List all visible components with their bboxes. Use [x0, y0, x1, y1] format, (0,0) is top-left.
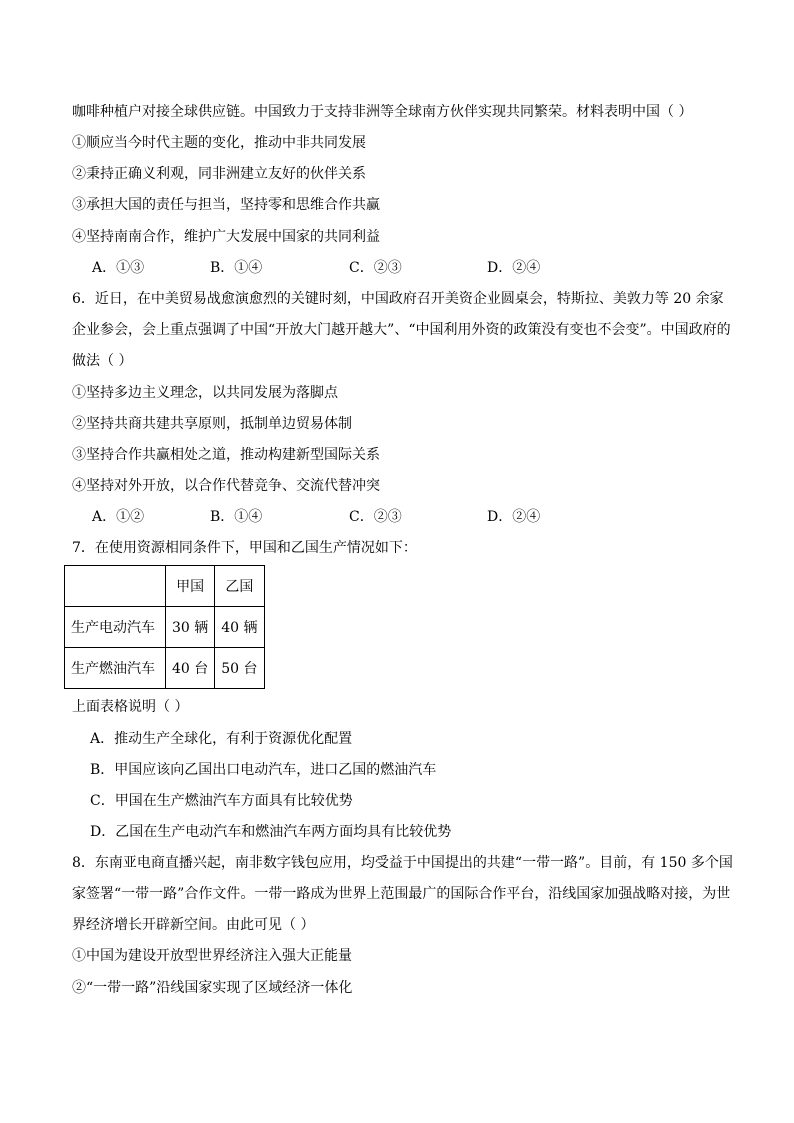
- q6-item-1: ①坚持多边主义理念，以共同发展为落脚点: [72, 385, 338, 401]
- q5-option-d: D．②④: [487, 260, 541, 276]
- q7-option-b: B．甲国应该向乙国出口电动汽车，进口乙国的燃油汽车: [90, 762, 437, 778]
- q6-option-a: A．①②: [92, 509, 145, 525]
- q6-stem-line-3: 做法（ ）: [72, 353, 133, 369]
- table-cell: 50 台: [215, 648, 264, 689]
- table-row: [65, 607, 265, 648]
- table-cell-row-label: 生产燃油汽车: [65, 648, 166, 689]
- q6-option-d: D．②④: [487, 509, 541, 525]
- q6-option-b: B．①④: [210, 509, 263, 525]
- q8-stem-line-2: 家签署“一带一路”合作文件。一带一路成为世界上范围最广的国际合作平台，沿线国家加强战略对接，为世: [72, 886, 731, 902]
- q6-item-3: ③坚持合作共赢相处之道，推动构建新型国际关系: [72, 447, 380, 463]
- q8-stem-line-1: 8．东南亚电商直播兴起，南非数字钱包应用，均受益于中国提出的共建“一带一路”。目前，有 150 多个国: [72, 855, 733, 871]
- table-header-row: [65, 566, 265, 607]
- q8-item-2: ②“一带一路”沿线国家实现了区域经济一体化: [72, 980, 353, 996]
- q7-question: 上面表格说明（ ）: [72, 699, 189, 715]
- table-cell: 40 台: [166, 648, 215, 689]
- table-row: [65, 648, 265, 689]
- q6-item-2: ②坚持共商共建共享原则，抵制单边贸易体制: [72, 416, 352, 432]
- q6-stem-line-2: 企业参会，会上重点强调了中国“开放大门越开越大”、“中国利用外资的政策没有变也不会变”。中国政府的: [72, 322, 731, 338]
- q5-option-b: B．①④: [210, 260, 263, 276]
- table-cell: 30 辆: [166, 607, 215, 648]
- q7-option-d: D．乙国在生产电动汽车和燃油汽车两方面均具有比较优势: [90, 824, 452, 840]
- q5-item-4: ④坚持南南合作，维护广大发展中国家的共同利益: [72, 229, 380, 245]
- q5-option-a: A．①③: [92, 260, 145, 276]
- q7-option-c: C．甲国在生产燃油汽车方面具有比较优势: [90, 793, 353, 809]
- q6-stem-line-1: 6．近日，在中美贸易战愈演愈烈的关键时刻，中国政府召开美资企业圆桌会，特斯拉、美敦力等 20 余家: [72, 291, 724, 307]
- table-header-country-a: 甲国: [166, 566, 215, 607]
- q5-stem-tail: 咖啡种植户对接全球供应链。中国致力于支持非洲等全球南方伙伴实现共同繁荣。材料表明中国（ ）: [72, 104, 693, 120]
- q5-item-3: ③承担大国的责任与担当，坚持零和思维合作共赢: [72, 197, 380, 213]
- table-cell: 40 辆: [215, 607, 264, 648]
- q5-item-2: ②秉持正确义利观，同非洲建立友好的伙伴关系: [72, 166, 366, 182]
- q8-item-1: ①中国为建设开放型世界经济注入强大正能量: [72, 948, 352, 964]
- q5-item-1: ①顺应当今时代主题的变化，推动中非共同发展: [72, 135, 366, 151]
- q8-stem-line-3: 界经济增长开辟新空间。由此可见（ ）: [72, 917, 315, 933]
- table-header-empty: [65, 566, 166, 607]
- q6-option-c: C．②③: [349, 509, 402, 525]
- q7-option-a: A．推动生产全球化，有利于资源优化配置: [90, 731, 353, 747]
- table-header-country-b: 乙国: [215, 566, 264, 607]
- table-cell-row-label: 生产电动汽车: [65, 607, 166, 648]
- production-table: [64, 565, 265, 689]
- q7-stem: 7．在使用资源相同条件下，甲国和乙国生产情况如下：: [72, 540, 417, 556]
- q5-option-c: C．②③: [349, 260, 402, 276]
- q6-item-4: ④坚持对外开放，以合作代替竞争、交流代替冲突: [72, 478, 380, 494]
